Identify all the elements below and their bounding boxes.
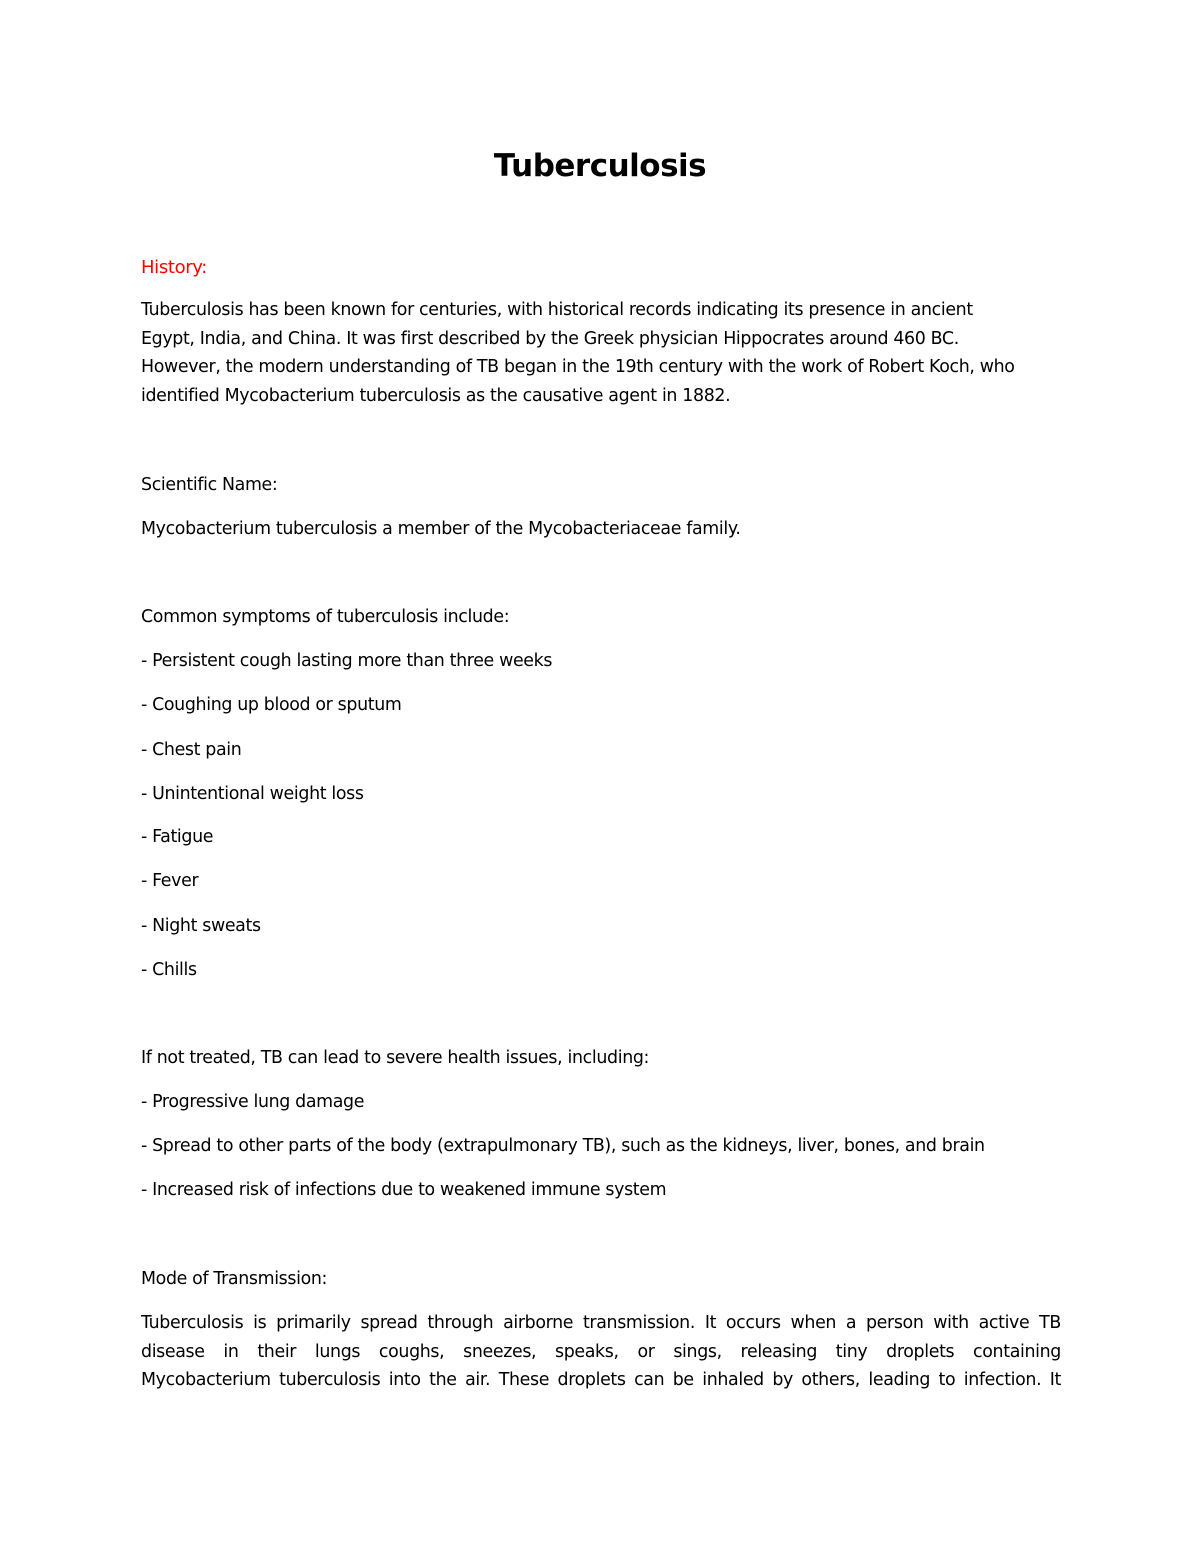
- scientific-name-heading: Scientific Name:: [141, 475, 278, 495]
- symptom-item: - Chest pain: [141, 740, 242, 760]
- symptom-item: - Unintentional weight loss: [141, 784, 364, 804]
- history-line: identified Mycobacterium tuberculosis as the causative agent in 1882.: [141, 385, 731, 406]
- scientific-name-text: Mycobacterium tuberculosis a member of the Mycobacteriaceae family.: [141, 519, 741, 539]
- symptoms-heading: Common symptoms of tuberculosis include:: [141, 607, 510, 627]
- complication-item: - Increased risk of infections due to weakened immune system: [141, 1180, 667, 1200]
- symptom-item: - Chills: [141, 960, 197, 980]
- transmission-heading: Mode of Transmission:: [141, 1269, 328, 1289]
- transmission-line: Mycobacterium tuberculosis into the air. These droplets can be inhaled by others, leading to infection. It: [141, 1370, 1061, 1390]
- transmission-line: Tuberculosis is primarily spread through airborne transmission. It occurs when a person with active TB: [141, 1313, 1061, 1333]
- complications-heading: If not treated, TB can lead to severe health issues, including:: [141, 1048, 650, 1068]
- history-line: However, the modern understanding of TB began in the 19th century with the work of Robert Koch, who: [141, 357, 1015, 377]
- history-line: Egypt, India, and China. It was first described by the Greek physician Hippocrates around 460 BC.: [141, 328, 959, 349]
- history-line: Tuberculosis has been known for centuries, with historical records indicating its presence in ancient: [141, 300, 973, 320]
- history-paragraph: [141, 296, 1061, 410]
- symptom-item: - Persistent cough lasting more than three weeks: [141, 651, 553, 671]
- symptom-item: - Fatigue: [141, 827, 214, 847]
- symptom-item: - Fever: [141, 871, 199, 891]
- symptom-item: - Coughing up blood or sputum: [141, 695, 402, 715]
- document-title: Tuberculosis: [493, 148, 707, 184]
- symptom-item: - Night sweats: [141, 916, 261, 936]
- transmission-line: disease in their lungs coughs, sneezes, speaks, or sings, releasing tiny droplets containing: [141, 1341, 1061, 1362]
- transmission-paragraph: [141, 1309, 1061, 1395]
- complication-item: - Spread to other parts of the body (extrapulmonary TB), such as the kidneys, liver, bones, and brain: [141, 1136, 985, 1156]
- history-heading: History:: [141, 257, 207, 278]
- complication-item: - Progressive lung damage: [141, 1092, 365, 1112]
